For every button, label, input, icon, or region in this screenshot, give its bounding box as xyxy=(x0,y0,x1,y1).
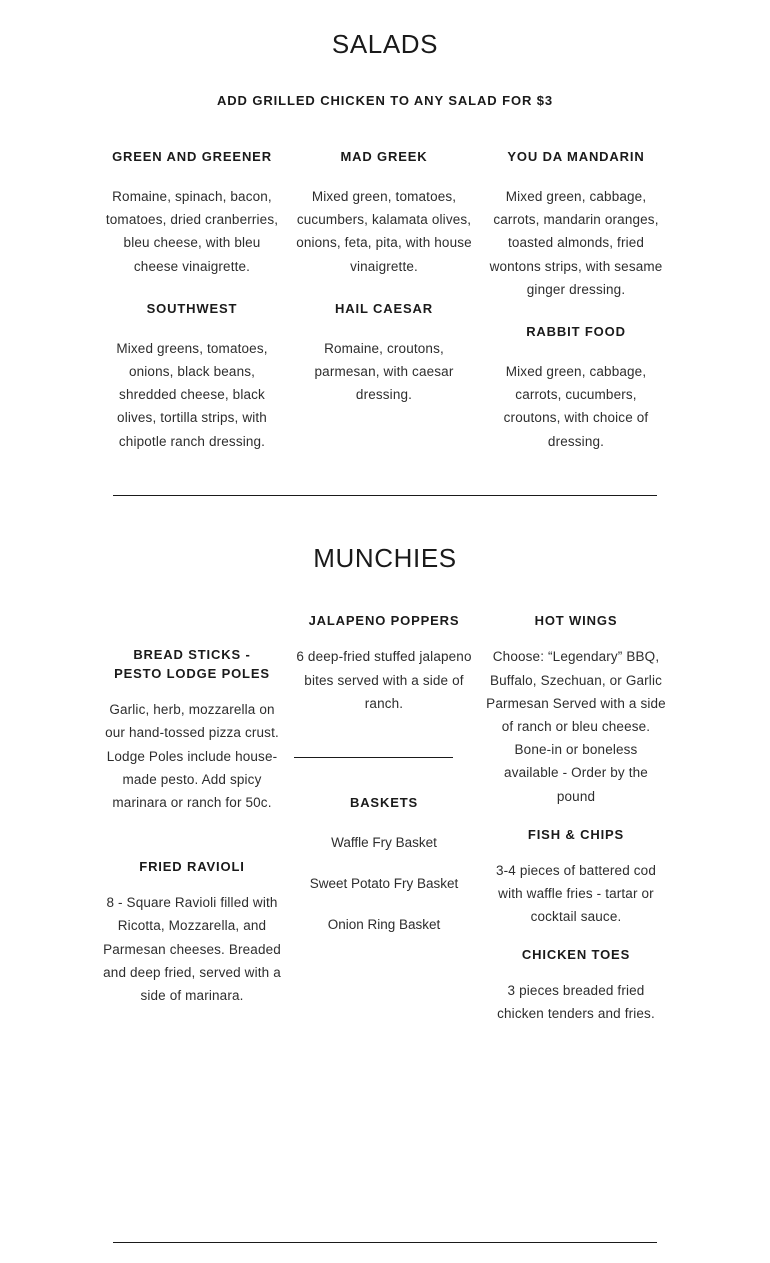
item-name: RABBIT FOOD xyxy=(526,324,626,340)
spacer xyxy=(294,319,474,337)
salads-column-right xyxy=(480,148,672,453)
item-description: Choose: “Legendary” BBQ, Buffalo, Szechuan, or Garlic Parmesan Served with a side of ranch or bleu cheese. Bone-in or boneless available - Order by the pound xyxy=(486,649,666,804)
spacer xyxy=(294,758,474,794)
spacer xyxy=(486,167,666,185)
spacer xyxy=(294,631,474,645)
item-name: SOUTHWEST xyxy=(146,300,238,316)
menu-item-fish-and-chips xyxy=(486,826,666,929)
menu-item-chicken-toes xyxy=(486,946,666,1025)
spacer xyxy=(102,278,282,300)
munchies-columns xyxy=(0,612,770,1025)
spacer xyxy=(102,877,282,891)
menu-item-hot-wings xyxy=(486,612,666,807)
salads-columns xyxy=(0,148,770,453)
spacer xyxy=(102,612,282,646)
item-description: 3-4 pieces of battered cod with waffle fries - tartar or cocktail sauce. xyxy=(495,862,656,925)
spacer xyxy=(102,319,282,337)
menu-item-jalapeno-poppers xyxy=(294,612,474,715)
spacer xyxy=(102,814,282,858)
salads-upsell-note: ADD GRILLED CHICKEN TO ANY SALAD FOR $3 xyxy=(216,92,554,108)
item-name: YOU DA MANDARIN xyxy=(507,149,645,165)
spacer xyxy=(102,684,282,698)
menu-item-you-da-mandarin xyxy=(486,148,666,301)
item-description: 6 deep-fried stuffed jalapeno bites served with a side of ranch. xyxy=(296,649,472,711)
item-description: Garlic, herb, mozzarella on our hand-tossed pizza crust. Lodge Poles include house-made pesto. Add spicy marinara or ranch for 50c. xyxy=(105,702,279,810)
spacer-top xyxy=(0,0,770,30)
item-name: HOT WINGS xyxy=(534,613,618,629)
munchies-column-left xyxy=(96,612,288,1025)
item-description: 3 pieces breaded fried chicken tenders and fries. xyxy=(497,983,655,1022)
menu-item-fried-ravioli xyxy=(102,858,282,1007)
item-name: FRIED RAVIOLI xyxy=(139,859,245,875)
salads-column-left xyxy=(96,148,288,453)
munchies-column-right xyxy=(480,612,672,1025)
spacer xyxy=(294,854,474,872)
section-title-munchies: MUNCHIES xyxy=(313,542,457,573)
item-name: FISH & CHIPS xyxy=(527,826,625,842)
spacer xyxy=(0,572,770,612)
spacer xyxy=(294,715,474,757)
spacer xyxy=(294,895,474,913)
item-name: MAD GREEK xyxy=(340,149,428,165)
item-name: HAIL CAESAR xyxy=(335,300,433,316)
spacer xyxy=(486,342,666,360)
menu-item-rabbit-food xyxy=(486,323,666,453)
list-item: Sweet Potato Fry Basket xyxy=(309,876,459,891)
salads-column-middle xyxy=(288,148,480,453)
menu-item-hail-caesar xyxy=(294,300,474,407)
spacer xyxy=(294,167,474,185)
item-description: Mixed greens, tomatoes, onions, black beans, shredded cheese, black olives, tortilla strips, with chipotle ranch dressing. xyxy=(116,340,268,449)
item-name-line-1: BREAD STICKS - xyxy=(133,647,251,663)
spacer xyxy=(486,928,666,946)
menu-item-mad-greek xyxy=(294,148,474,278)
item-name-line-2: PESTO LODGE POLES xyxy=(114,666,270,682)
spacer xyxy=(0,108,770,148)
spacer xyxy=(294,813,474,831)
spacer xyxy=(486,301,666,323)
spacer xyxy=(486,808,666,826)
section-title-salads: SALADS xyxy=(331,29,439,59)
list-item: Waffle Fry Basket xyxy=(331,834,437,850)
menu-item-southwest xyxy=(102,300,282,453)
spacer xyxy=(0,453,770,495)
spacer xyxy=(486,965,666,979)
munchies-column-middle xyxy=(288,612,480,1025)
menu-item-baskets xyxy=(294,794,474,937)
item-name: JALAPENO POPPERS xyxy=(308,613,460,629)
item-description: Mixed green, tomatoes, cucumbers, kalamata olives, onions, feta, pita, with house vinaigrette. xyxy=(296,189,472,274)
spacer xyxy=(486,631,666,645)
spacer xyxy=(294,278,474,300)
item-name: CHICKEN TOES xyxy=(521,947,631,963)
section-divider-bottom xyxy=(113,1242,657,1243)
item-description: Romaine, croutons, parmesan, with caesar dressing. xyxy=(314,340,454,403)
item-description: Mixed green, cabbage, carrots, mandarin oranges, toasted almonds, fried wontons strips, with sesame ginger dressing. xyxy=(489,189,663,297)
item-description: 8 - Square Ravioli filled with Ricotta, Mozzarella, and Parmesan cheeses. Breaded and deep fried, served with a side of marinara. xyxy=(103,895,281,1003)
item-name: BASKETS xyxy=(349,794,419,810)
list-item: Onion Ring Basket xyxy=(327,917,441,933)
spacer xyxy=(0,59,770,93)
item-description: Mixed green, cabbage, carrots, cucumbers, croutons, with choice of dressing. xyxy=(503,363,649,449)
item-description: Romaine, spinach, bacon, tomatoes, dried cranberries, bleu cheese, with bleu cheese vinaigrette. xyxy=(105,189,279,274)
menu-item-green-and-greener xyxy=(102,148,282,278)
item-name: GREEN AND GREENER xyxy=(112,149,272,165)
spacer xyxy=(102,167,282,185)
spacer xyxy=(486,845,666,859)
spacer xyxy=(0,496,770,544)
menu-item-bread-sticks-pesto-lodge-poles xyxy=(102,646,282,814)
